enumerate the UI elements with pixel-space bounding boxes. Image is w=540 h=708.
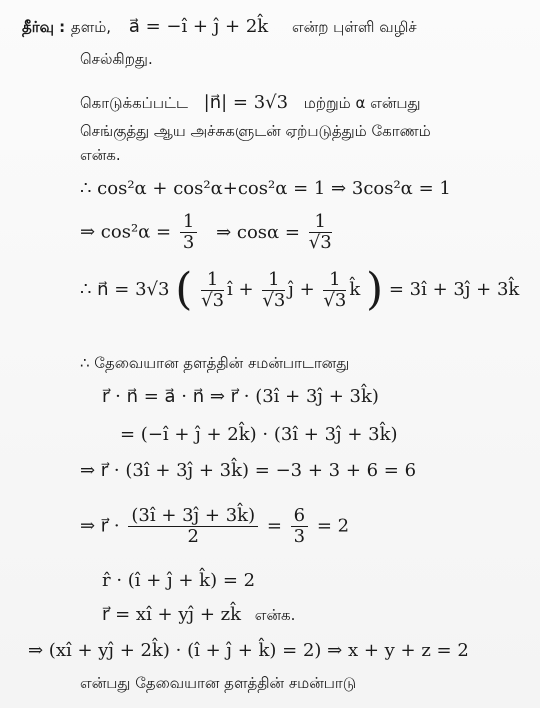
eq2-frac2-num: 1 xyxy=(309,212,332,233)
eq3-frac-num-3: 1 xyxy=(323,270,346,291)
eq3-frac-den-2: √3 xyxy=(262,289,286,311)
eq3-pre: ∴ n⃗ = 3√3 xyxy=(80,279,170,300)
eq9-text: என்க. xyxy=(254,606,296,624)
eq7-frac2-num: 6 xyxy=(291,506,308,527)
eq7-pre: ⇒ r⃗ · xyxy=(80,515,120,537)
eq7-frac2-den: 3 xyxy=(293,526,306,547)
eq3-post: = 3î + 3ĵ + 3k̂ xyxy=(388,279,520,300)
eq2-mid: ⇒ cosα = xyxy=(216,221,300,243)
equation-10: ⇒ (xî + yĵ + 2k̂) · (î + ĵ + k̂) = 2) ⇒ x + y + z = 2 xyxy=(28,640,469,661)
equation-6: ⇒ r⃗ · (3î + 3ĵ + 3k̂) = −3 + 3 + 6 = 6 xyxy=(80,460,417,481)
solution-line-3 xyxy=(80,92,421,114)
line3-post: மற்றும் α என்பது xyxy=(303,94,421,112)
equation-3 xyxy=(80,264,520,315)
left-paren: ( xyxy=(175,264,193,315)
eq2-pre: ⇒ cos²α = xyxy=(80,221,172,243)
equation-9 xyxy=(102,604,295,626)
solution-line-1 xyxy=(22,16,417,38)
eq3-frac-num-1: 1 xyxy=(201,270,224,291)
eq2-frac1-den: 3 xyxy=(182,232,195,253)
eq2-fraction-2 xyxy=(309,212,332,253)
eq7-frac-den: 2 xyxy=(187,526,199,547)
eq3-frac-den-3: √3 xyxy=(323,289,347,311)
solution-line-2: செல்கிறது. xyxy=(80,50,153,68)
line1-equation: a⃗ = −î + ĵ + 2k̂ xyxy=(128,16,269,37)
line3-pre: கொடுக்கப்பட்ட xyxy=(80,94,188,112)
eq7-fraction-2 xyxy=(291,506,308,547)
solution-line-7: என்பது தேவையான தளத்தின் சமன்பாடு xyxy=(80,674,357,692)
eq3-fraction-1 xyxy=(201,270,224,311)
eq3-term-2: ĵ + xyxy=(288,279,315,300)
eq7-post: = 2 xyxy=(316,515,350,537)
eq7-fraction-1 xyxy=(128,506,258,547)
solution-line-6: ∴ தேவையான தளத்தின் சமன்பாடானது xyxy=(80,354,350,372)
equation-4: r⃗ · n⃗ = a⃗ · n⃗ ⇒ r⃗ · (3î + 3ĵ + 3k̂) xyxy=(102,386,379,407)
solution-line-5: என்க. xyxy=(80,146,121,164)
line1-tail: என்ற புள்ளி வழிச் xyxy=(291,18,417,36)
eq2-frac1-num: 1 xyxy=(180,212,197,233)
solution-line-4: செங்குத்து ஆய அச்சுகளுடன் ஏற்படுத்தும் கோணம் xyxy=(80,122,431,140)
eq3-fraction-3 xyxy=(323,270,346,311)
equation-8: r̂ · (î + ĵ + k̂) = 2 xyxy=(102,570,256,591)
eq3-fraction-2 xyxy=(262,270,285,311)
eq2-fraction-1 xyxy=(180,212,197,253)
eq7-mid: = xyxy=(266,515,282,537)
equation-7 xyxy=(80,506,349,547)
line3-equation: |n⃗| = 3√3 xyxy=(203,92,289,113)
eq3-term-3: k̂ xyxy=(349,279,361,300)
equation-2 xyxy=(80,212,335,253)
eq3-frac-num-2: 1 xyxy=(262,270,285,291)
equation-5: = (−î + ĵ + 2k̂) · (3î + 3ĵ + 3k̂) xyxy=(120,424,398,445)
eq7-frac-num: (3î + 3ĵ + 3k̂) xyxy=(128,506,258,527)
solution-label: தீர்வு : xyxy=(22,18,66,36)
eq3-frac-den-1: √3 xyxy=(201,289,225,311)
line1-text: தளம், xyxy=(70,18,112,36)
right-paren: ) xyxy=(365,264,384,315)
eq3-term-1: î + xyxy=(227,279,254,300)
equation-1: ∴ cos²α + cos²α+cos²α = 1 ⇒ 3cos²α = 1 xyxy=(80,178,451,199)
eq9-equation: r⃗ = xî + yĵ + zk̂ xyxy=(102,604,242,625)
eq2-frac2-den: √3 xyxy=(308,232,332,253)
